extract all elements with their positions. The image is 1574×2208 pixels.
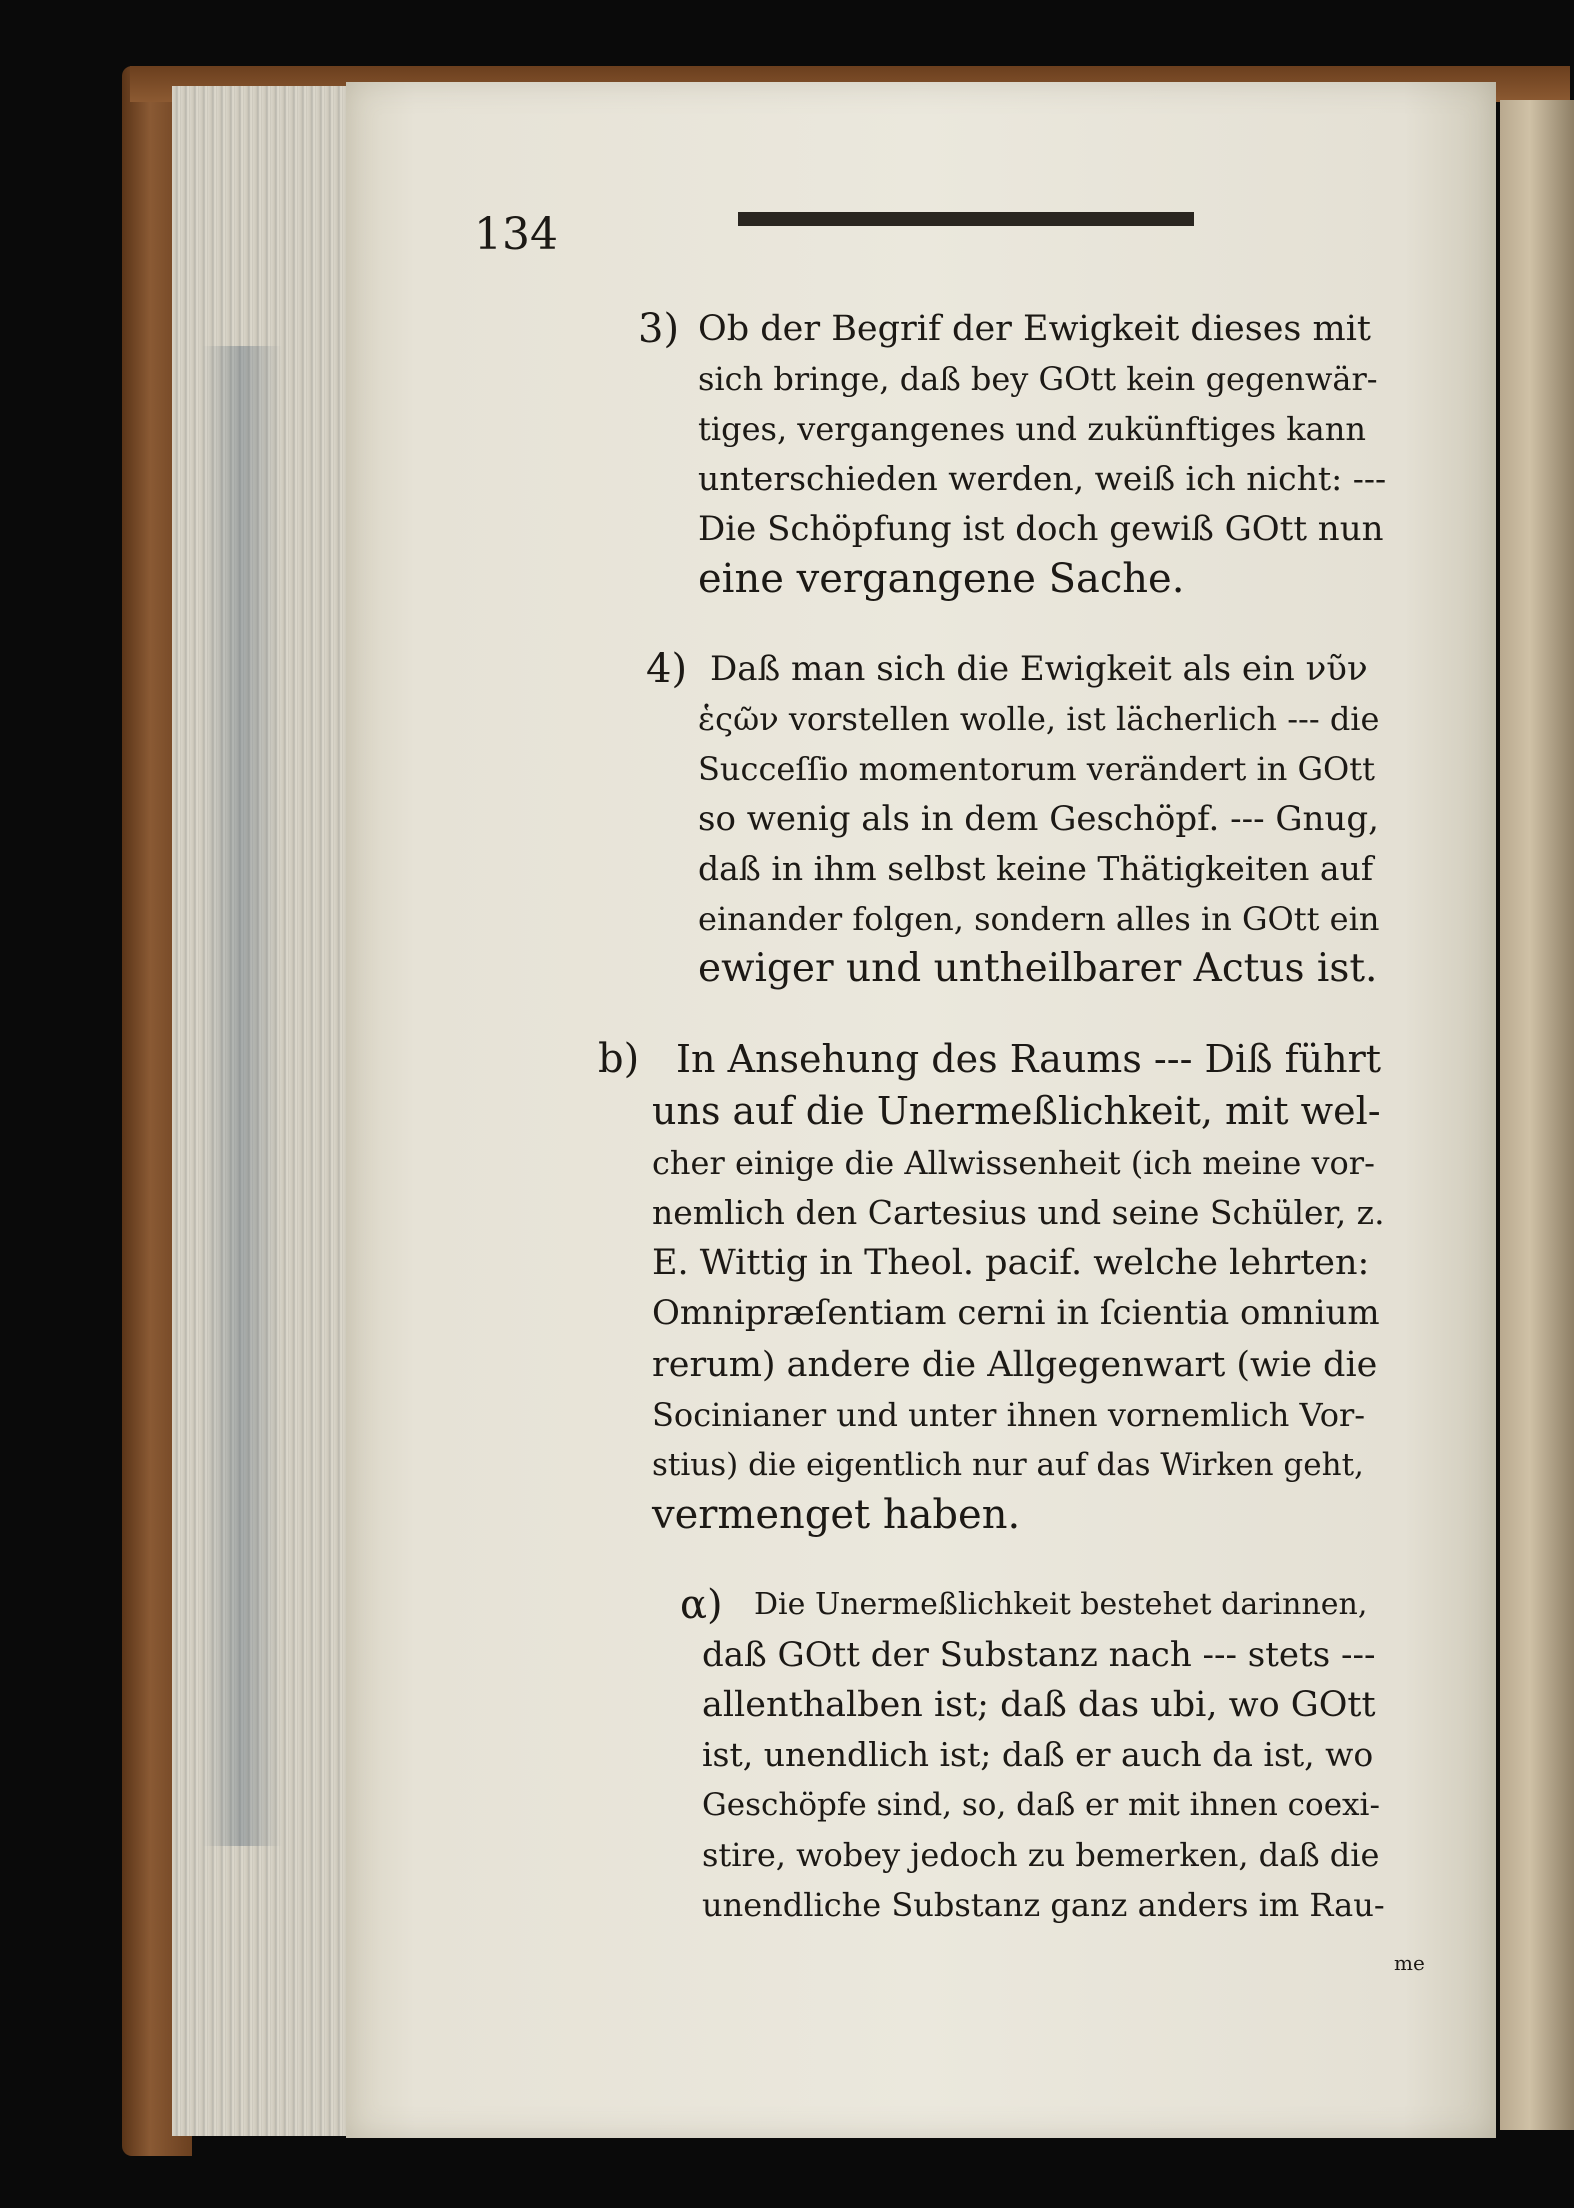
section-4-line-6: einander folgen, sondern alles in GOtt ein	[698, 900, 1380, 938]
section-3-line-2: sich bringe, daß bey GOtt kein gegenwär-	[698, 360, 1378, 398]
section-3-marker: 3)	[638, 306, 680, 352]
book-page	[346, 82, 1496, 2138]
section-b-line-1: In Ansehung des Raums --- Diß führt	[676, 1037, 1382, 1081]
page-number: 134	[474, 209, 558, 260]
section-alpha-line-3: allenthalben ist; daß das ubi, wo GOtt	[702, 1685, 1376, 1725]
section-3-line-3: tiges, vergangenes und zukünftiges kann	[698, 410, 1366, 448]
section-alpha-line-6: stire, wobey jedoch zu bemerken, daß die	[702, 1836, 1380, 1874]
section-alpha-line-5: Geschöpfe sind, so, daß er mit ihnen coexi-	[702, 1787, 1380, 1823]
section-b-line-9: stius) die eigentlich nur auf das Wirken geht,	[652, 1447, 1364, 1483]
section-b-line-5: E. Wittig in Theol. pacif. welche lehrten:	[652, 1243, 1370, 1283]
facing-page-edge	[1500, 100, 1574, 2130]
section-alpha-line-2: daß GOtt der Substanz nach --- stets ---	[702, 1635, 1376, 1675]
section-b-line-10: vermenget haben.	[652, 1492, 1021, 1538]
section-b-marker: b)	[598, 1036, 640, 1082]
section-3-line-4: unterschieden werden, weiß ich nicht: ---	[698, 459, 1387, 498]
section-alpha-line-1: Die Unermeßlichkeit bestehet darinnen,	[754, 1587, 1368, 1622]
section-alpha-marker: α)	[680, 1582, 723, 1628]
section-4-line-1: Daß man sich die Ewigkeit als ein νῦν	[710, 649, 1368, 689]
section-b-line-7: rerum) andere die Allgegenwart (wie die	[652, 1345, 1378, 1385]
section-b-line-2: uns auf die Unermeßlichkeit, mit wel-	[652, 1089, 1381, 1133]
catchword: me	[1394, 1951, 1425, 1975]
section-alpha-line-7: unendliche Substanz ganz anders im Rau-	[702, 1886, 1385, 1924]
section-b-line-4: nemlich den Cartesius und seine Schüler, z.	[652, 1193, 1385, 1232]
section-4-line-2: ἑςῶν vorstellen wolle, ist lächerlich --- die	[698, 700, 1380, 738]
section-4-marker: 4)	[646, 646, 688, 692]
section-alpha-line-4: ist, unendlich ist; daß er auch da ist, wo	[702, 1735, 1374, 1774]
section-3-line-5: Die Schöpfung ist doch gewiß GOtt nun	[698, 509, 1384, 549]
header-rule	[738, 212, 1194, 226]
section-b-line-6: Omnipræſentiam cerni in ſcientia omnium	[652, 1293, 1380, 1333]
section-4-line-3: Succeſſio momentorum verändert in GOtt	[698, 750, 1375, 788]
section-3-line-6: eine vergangene Sache.	[698, 556, 1185, 602]
section-4-line-5: daß in ihm selbst keine Thätigkeiten auf	[698, 849, 1374, 888]
section-4-line-7: ewiger und untheilbarer Actus ist.	[698, 946, 1378, 991]
section-b-line-3: cher einige die Allwissenheit (ich meine vor-	[652, 1144, 1375, 1182]
section-b-line-8: Socinianer und unter ihnen vornemlich Vor-	[652, 1396, 1366, 1434]
page-stack-edges	[172, 86, 350, 2136]
section-4-line-4: so wenig als in dem Geschöpf. --- Gnug,	[698, 799, 1379, 839]
section-3-line-1: Ob der Begrif der Ewigkeit dieses mit	[698, 309, 1371, 349]
